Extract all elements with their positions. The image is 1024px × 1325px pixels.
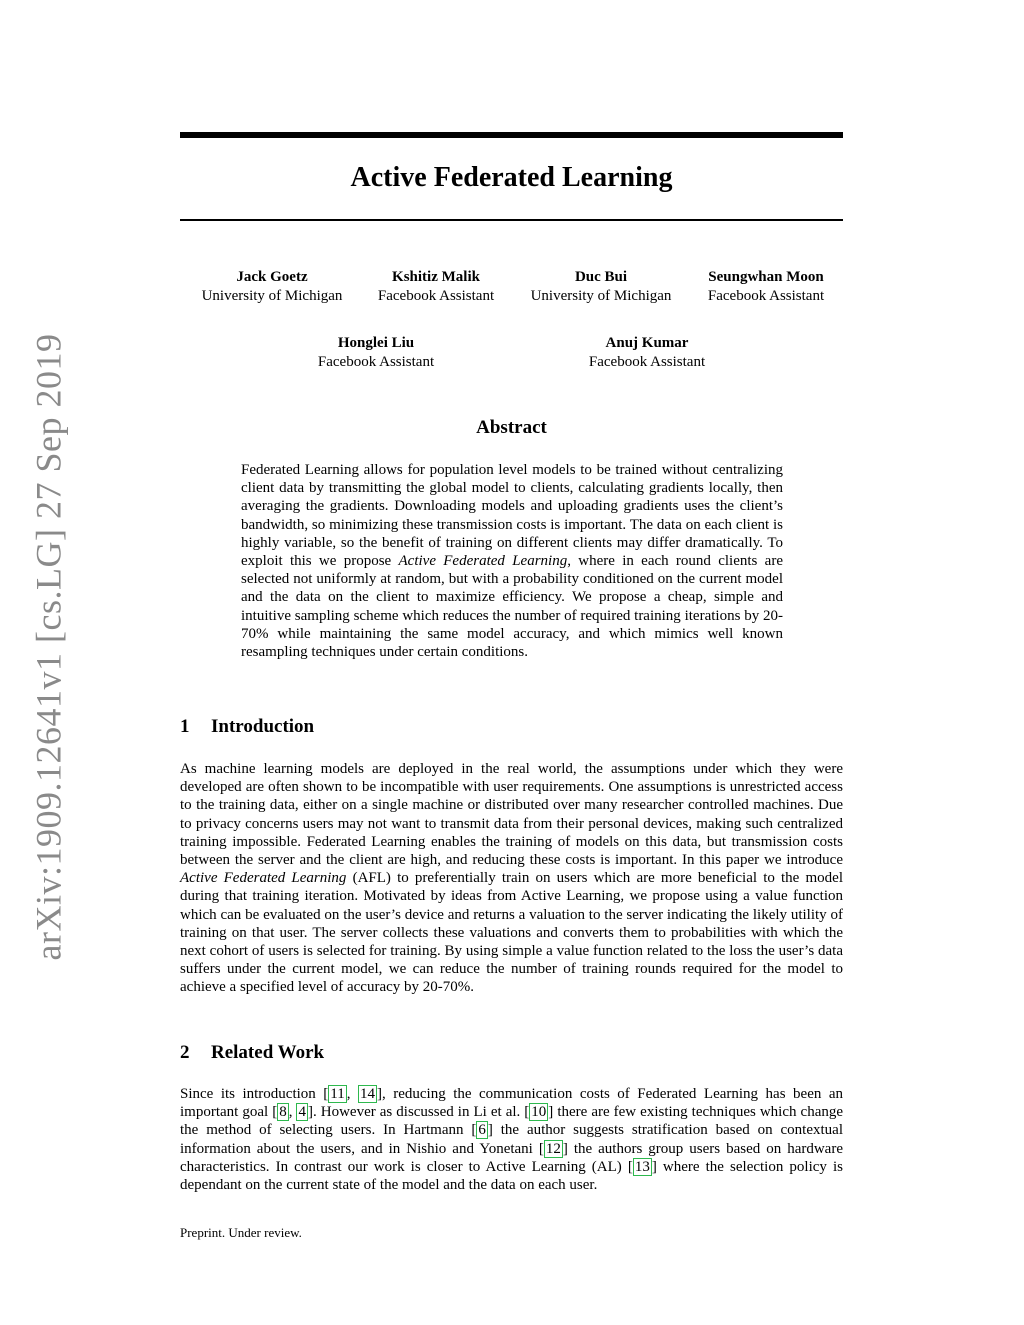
author-name: Kshitiz Malik	[392, 269, 480, 285]
author-name: Seungwhan Moon	[708, 269, 824, 285]
section-title: Introduction	[211, 716, 315, 737]
paragraph-text: ] the author suggests stratification based on contextual information about the users, and in Nishio and Yonetani [	[180, 1122, 843, 1157]
abstract-body	[241, 461, 783, 661]
citation-link[interactable]: 11	[330, 1086, 345, 1102]
citation-link[interactable]: 8	[279, 1104, 287, 1121]
author-affiliation: Facebook Assistant	[707, 288, 825, 304]
paragraph-text: As machine learning models are deployed in the real world, the assumptions under which they were developed are often shown to be incompatible with user requirements. One assumptions is unrestricted access to the training data, either on a single machine or distributed over many researcher controlled machines. Due to privacy concerns users may not want to transmit data from their personal devices, making such centralized training impossible. Federated Learning enables the training of models on this data, but transmission costs between the server and the client are high, and reducing these costs is important. In this paper we introduce	[180, 761, 843, 869]
citation-link[interactable]: 14	[360, 1086, 375, 1102]
author-name: Honglei Liu	[337, 335, 415, 351]
title-rule-top	[180, 132, 843, 138]
section-number: 2	[180, 1042, 190, 1063]
citation-link[interactable]: 4	[298, 1104, 306, 1121]
citation-link[interactable]: 13	[634, 1158, 650, 1175]
author-block	[182, 268, 362, 306]
paragraph-text: ], reducing the communication costs of Federated Learning has been an important goal [	[180, 1086, 843, 1121]
paragraph-text: ] where the selection policy is dependant on the current state of the model and the data on each user.	[180, 1158, 843, 1194]
abstract-text: Federated Learning allows for population level models to be trained without centralizing client data by transmitting the global model to clients, calculating gradients locally, then averaging the gradients. Downloading models and uploading gradients uses the client’s bandwidth, so minimizing these transmission costs is important. The data on each client is highly variable, so the benefit of training on different clients may differ dramatically. To exploit this we propose	[241, 462, 783, 570]
paragraph-emphasis: Active Federated Learning	[180, 870, 347, 887]
citation-link[interactable]: 10	[531, 1104, 547, 1121]
citation-link[interactable]: 12	[545, 1140, 561, 1157]
author-affiliation: Facebook Assistant	[588, 354, 706, 370]
paragraph-text: ,	[346, 1086, 358, 1102]
paragraph-text: Since its introduction [	[180, 1086, 329, 1102]
paragraph-text: ] there are few existing techniques which change the method of selecting users. In Hartmann [	[180, 1104, 844, 1139]
arxiv-id: arXiv:1909.12641v1 [cs.LG] 27 Sep 2019	[28, 333, 69, 961]
related-work-paragraph	[180, 1085, 843, 1194]
citation-link[interactable]: 6	[478, 1122, 486, 1139]
title-rule-bottom	[180, 219, 843, 221]
section-heading-related-work	[180, 1042, 324, 1064]
introduction-paragraph	[180, 760, 843, 997]
author-affiliation: University of Michigan	[530, 288, 672, 304]
paragraph-text: ]. However as discussed in Li et al. [	[307, 1104, 530, 1121]
section-title: Related Work	[211, 1042, 325, 1063]
section-number: 1	[180, 716, 190, 737]
author-affiliation: Facebook Assistant	[377, 288, 495, 304]
author-block	[676, 268, 856, 306]
abstract-heading: Abstract	[476, 417, 547, 438]
author-block	[346, 268, 526, 306]
paper-title: Active Federated Learning	[350, 162, 673, 193]
arxiv-stamp	[28, 333, 69, 961]
abstract-text: , where in each round clients are selected not uniformly at random, but with a probability conditioned on the current model and the data on the client to maximize efficiency. We propose a cheap, simple and intuitive sampling scheme which reduces the number of required training iterations by 20-70% while maintaining the same model accuracy, and which mimics well known resampling techniques under certain conditions.	[241, 553, 783, 661]
author-block	[511, 268, 691, 306]
author-name: Duc Bui	[574, 269, 628, 285]
author-affiliation: University of Michigan	[201, 288, 343, 304]
paragraph-text: ] the authors group users based on hardware characteristics. In contrast our work is closer to Active Learning (AL) [	[180, 1140, 843, 1175]
section-heading-introduction	[180, 716, 314, 738]
author-name: Anuj Kumar	[605, 335, 689, 351]
paragraph-text: (AFL) to preferentially train on users which are more beneficial to the model during that training iteration. Motivated by ideas from Active Learning, we propose using a value function which can be evaluated on the user’s device and returns a valuation to the server indicating the likely utility of training on that user. The server collects these valuations and converts them to probabilities with which the next cohort of users is selected for training. By using simple a value function related to the loss the user’s data suffers under the current model, we can reduce the number of training rounds required for the model to achieve a specified level of accuracy by 20-70%.	[180, 870, 843, 996]
author-name: Jack Goetz	[236, 269, 308, 285]
footer-note: Preprint. Under review.	[180, 1225, 302, 1240]
author-affiliation: Facebook Assistant	[317, 354, 435, 370]
author-block	[557, 334, 737, 372]
abstract-emphasis: Active Federated Learning	[398, 553, 568, 570]
author-block	[286, 334, 466, 372]
paragraph-text: ,	[288, 1104, 297, 1121]
